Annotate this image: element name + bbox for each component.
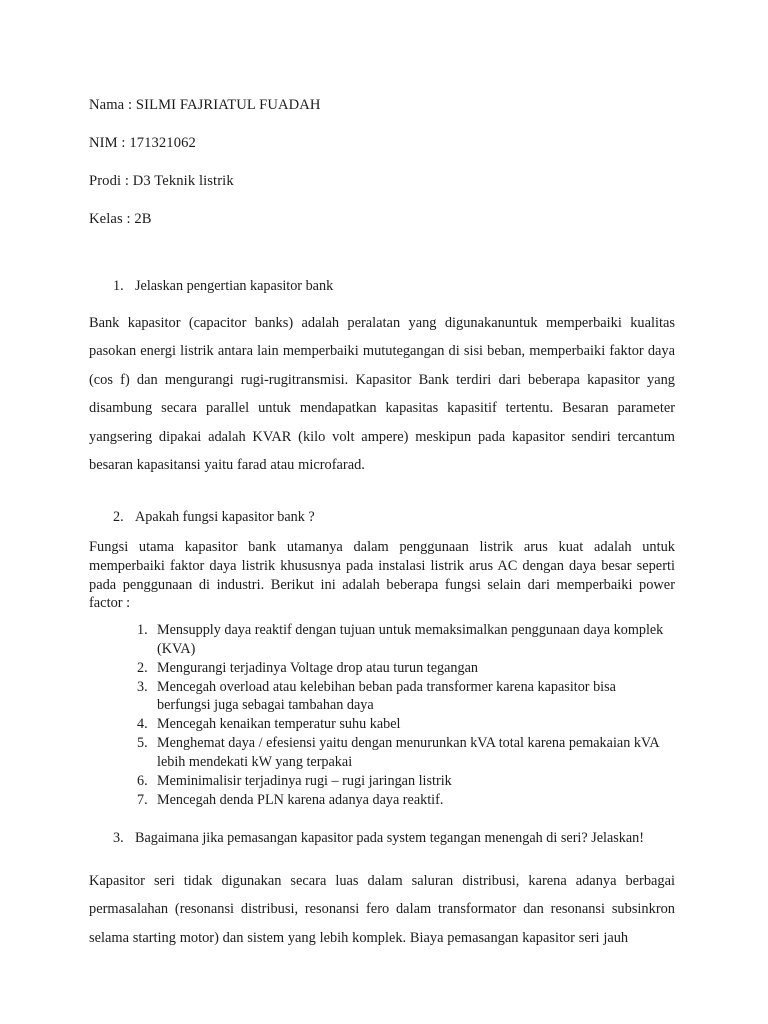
list-item-text: Menghemat daya / efesiensi yaitu dengan menurunkan kVA total karena pemakaian kVA lebih mendekati kW yang terpakai	[157, 735, 659, 771]
question-2-text: Apakah fungsi kapasitor bank ?	[135, 509, 315, 526]
list-item	[89, 715, 675, 734]
list-item-text: Meminimalisir terjadinya rugi – rugi jaringan listrik	[157, 773, 452, 790]
list-item-number: 6.	[137, 773, 148, 790]
identity-prodi: Prodi : D3 Teknik listrik	[89, 173, 234, 189]
list-item-text: Mencegah overload atau kelebihan beban pada transformer karena kapasitor bisa berfungsi juga sebagai tambahan daya	[157, 678, 616, 714]
identity-nim: NIM : 171321062	[89, 135, 196, 151]
list-item-number: 5.	[137, 735, 148, 752]
list-item	[89, 734, 675, 772]
answer-3-paragraph: Kapasitor seri tidak digunakan secara luas dalam saluran distribusi, karena adanya berbagai permasalahan (resonansi distribusi, resonansi fero dalam transformator dan resonansi subsinkron selama starting motor) dan sistem yang lebih komplek. Biaya pemasangan kapasitor seri jauh	[89, 872, 675, 946]
list-item-text: Mencegah denda PLN karena adanya daya reaktif.	[157, 791, 444, 808]
list-item	[89, 772, 675, 791]
question-3-text: Bagaimana jika pemasangan kapasitor pada system tegangan menengah di seri? Jelaskan!	[135, 829, 644, 846]
question-3	[89, 828, 675, 849]
question-1	[89, 276, 675, 297]
spacer	[89, 479, 675, 507]
list-item-text: Mengurangi terjadinya Voltage drop atau turun tegangan	[157, 659, 478, 676]
list-item	[89, 678, 675, 716]
list-item-number: 4.	[137, 716, 148, 733]
list-item-number: 2.	[137, 659, 148, 676]
spacer	[89, 297, 675, 309]
answer-2-paragraph: Fungsi utama kapasitor bank utamanya dalam penggunaan listrik arus kuat adalah untuk memperbaiki faktor daya listrik khususnya pada instalasi listrik arus AC dengan daya besar seperti pada penggunaan di industri. Berikut ini adalah beberapa fungsi selain dari memperbaiki power factor :	[89, 539, 675, 612]
question-2-number: 2.	[113, 509, 124, 526]
spacer	[89, 528, 675, 538]
list-item-text: Mensupply daya reaktif dengan tujuan untuk memaksimalkan penggunaan daya komplek (KVA)	[157, 621, 664, 657]
question-1-number: 1.	[113, 278, 124, 294]
question-2	[89, 507, 675, 528]
document-body	[89, 86, 675, 952]
spacer	[89, 810, 675, 828]
list-item-text: Mencegah kenaikan temperatur suhu kabel	[157, 716, 401, 733]
question-3-number: 3.	[113, 829, 124, 846]
question-1-text: Jelaskan pengertian kapasitor bank	[135, 278, 334, 294]
functions-list	[89, 621, 675, 810]
identity-name: Nama : SILMI FAJRIATUL FUADAH	[89, 97, 321, 113]
list-item	[89, 621, 675, 659]
spacer	[89, 849, 675, 867]
spacer	[89, 238, 675, 276]
list-item	[89, 659, 675, 678]
answer-1-paragraph: Bank kapasitor (capacitor banks) adalah peralatan yang digunakanuntuk memperbaiki kualitas pasokan energi listrik antara lain memperbaiki mututegangan di sisi beban, memperbaiki faktor daya (cos f) dan mengurangi rugi-rugitransmisi. Kapasitor Bank terdiri dari beberapa kapasitor yang disambung secara parallel untuk mendapatkan kapasitas kapasitif tertentu. Besaran parameter yangsering dipakai adalah KVAR (kilo volt ampere) meskipun pada kapasitor sendiri tercantum besaran kapasitansi yaitu farad atau microfarad.	[89, 315, 675, 474]
list-item-number: 3.	[137, 678, 148, 695]
identity-block	[89, 86, 675, 238]
identity-kelas: Kelas : 2B	[89, 211, 152, 227]
list-item-number: 1.	[137, 621, 148, 638]
list-item-number: 7.	[137, 791, 148, 808]
spacer	[89, 613, 675, 621]
list-item	[89, 791, 675, 810]
